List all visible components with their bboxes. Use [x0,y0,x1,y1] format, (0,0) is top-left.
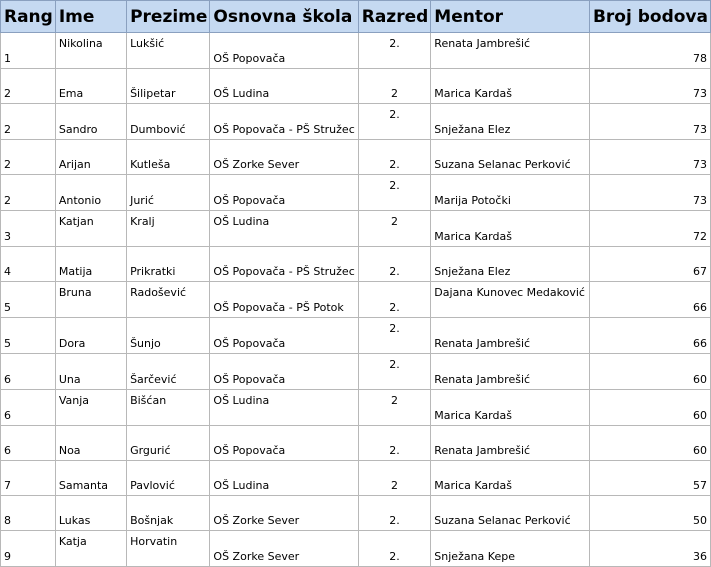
prezime-cell: Kralj [127,211,210,247]
ime-cell: Ema [55,69,126,104]
prezime-cell: Kutleša [127,140,210,175]
mentor-cell: Marica Kardaš [431,211,590,247]
bodovi-cell: 50 [589,496,710,531]
header-razred: Razred [358,1,431,33]
razred-cell: 2. [358,175,431,211]
ime-cell: Dora [55,318,126,354]
mentor-cell: Renata Jambrešić [431,426,590,461]
skola-cell: OŠ Zorke Sever [210,531,358,567]
bodovi-cell: 72 [589,211,710,247]
prezime-cell: Grgurić [127,426,210,461]
prezime-cell: Horvatin [127,531,210,567]
razred-cell: 2. [358,140,431,175]
ime-cell: Vanja [55,390,126,426]
rang-cell: 2 [1,104,56,140]
header-mentor: Mentor [431,1,590,33]
prezime-cell: Lukšić [127,33,210,69]
table-row [1,33,711,69]
table-row [1,282,711,318]
table-row [1,175,711,211]
ime-cell: Samanta [55,461,126,496]
table-row [1,354,711,390]
rang-cell: 2 [1,140,56,175]
skola-cell: OŠ Ludina [210,69,358,104]
bodovi-cell: 60 [589,354,710,390]
ime-cell: Katjan [55,211,126,247]
skola-cell: OŠ Ludina [210,211,358,247]
skola-cell: OŠ Zorke Sever [210,496,358,531]
razred-cell: 2. [358,104,431,140]
bodovi-cell: 60 [589,390,710,426]
table-row [1,318,711,354]
header-row [1,1,711,33]
rang-cell: 8 [1,496,56,531]
table-row [1,426,711,461]
mentor-cell: Marica Kardaš [431,390,590,426]
header-ime: Ime [55,1,126,33]
skola-cell: OŠ Popovača [210,175,358,211]
ime-cell: Matija [55,247,126,282]
prezime-cell: Pavlović [127,461,210,496]
mentor-cell: Snježana Elez [431,104,590,140]
razred-cell: 2. [358,318,431,354]
prezime-cell: Dumbović [127,104,210,140]
table-row [1,531,711,567]
prezime-cell: Bišćan [127,390,210,426]
prezime-cell: Prikratki [127,247,210,282]
prezime-cell: Bošnjak [127,496,210,531]
mentor-cell: Marica Kardaš [431,461,590,496]
ime-cell: Bruna [55,282,126,318]
table-row [1,140,711,175]
bodovi-cell: 78 [589,33,710,69]
rang-cell: 2 [1,69,56,104]
razred-cell: 2 [358,69,431,104]
bodovi-cell: 73 [589,69,710,104]
mentor-cell: Renata Jambrešić [431,318,590,354]
razred-cell: 2. [358,354,431,390]
ime-cell: Una [55,354,126,390]
skola-cell: OŠ Popovača [210,33,358,69]
rang-cell: 1 [1,33,56,69]
bodovi-cell: 66 [589,318,710,354]
razred-cell: 2. [358,282,431,318]
skola-cell: OŠ Zorke Sever [210,140,358,175]
rang-cell: 6 [1,354,56,390]
prezime-cell: Šunjo [127,318,210,354]
ime-cell: Katja [55,531,126,567]
bodovi-cell: 66 [589,282,710,318]
rang-cell: 7 [1,461,56,496]
rang-cell: 6 [1,390,56,426]
skola-cell: OŠ Popovača - PŠ Stružec [210,247,358,282]
mentor-cell: Suzana Selanac Perković [431,496,590,531]
bodovi-cell: 57 [589,461,710,496]
skola-cell: OŠ Popovača [210,354,358,390]
prezime-cell: Radošević [127,282,210,318]
table-row [1,390,711,426]
skola-cell: OŠ Popovača - PŠ Stružec [210,104,358,140]
table-row [1,247,711,282]
razred-cell: 2. [358,496,431,531]
mentor-cell: Snježana Elez [431,247,590,282]
skola-cell: OŠ Popovača [210,426,358,461]
rang-cell: 3 [1,211,56,247]
razred-cell: 2 [358,211,431,247]
razred-cell: 2 [358,390,431,426]
ime-cell: Lukas [55,496,126,531]
table-row [1,211,711,247]
mentor-cell: Marija Potočki [431,175,590,211]
rang-cell: 9 [1,531,56,567]
mentor-cell: Renata Jambrešić [431,354,590,390]
ime-cell: Nikolina [55,33,126,69]
rang-cell: 5 [1,282,56,318]
mentor-cell: Dajana Kunovec Medaković [431,282,590,318]
skola-cell: OŠ Ludina [210,461,358,496]
table-header [1,1,711,33]
prezime-cell: Šilipetar [127,69,210,104]
razred-cell: 2. [358,247,431,282]
table-body [1,33,711,567]
skola-cell: OŠ Popovača [210,318,358,354]
prezime-cell: Jurić [127,175,210,211]
ime-cell: Arijan [55,140,126,175]
header-broj-bodova: Broj bodova [589,1,710,33]
bodovi-cell: 36 [589,531,710,567]
bodovi-cell: 60 [589,426,710,461]
skola-cell: OŠ Ludina [210,390,358,426]
ime-cell: Antonio [55,175,126,211]
razred-cell: 2. [358,426,431,461]
bodovi-cell: 67 [589,247,710,282]
table-row [1,69,711,104]
razred-cell: 2. [358,531,431,567]
ime-cell: Noa [55,426,126,461]
header-osnovna-skola: Osnovna škola [210,1,358,33]
mentor-cell: Renata Jambrešić [431,33,590,69]
skola-cell: OŠ Popovača - PŠ Potok [210,282,358,318]
table-row [1,104,711,140]
rang-cell: 2 [1,175,56,211]
bodovi-cell: 73 [589,140,710,175]
header-prezime: Prezime [127,1,210,33]
mentor-cell: Snježana Kepe [431,531,590,567]
header-rang: Rang [1,1,56,33]
rang-cell: 6 [1,426,56,461]
rang-cell: 4 [1,247,56,282]
ime-cell: Sandro [55,104,126,140]
table-row [1,461,711,496]
bodovi-cell: 73 [589,175,710,211]
mentor-cell: Suzana Selanac Perković [431,140,590,175]
bodovi-cell: 73 [589,104,710,140]
prezime-cell: Šarčević [127,354,210,390]
razred-cell: 2 [358,461,431,496]
table-row [1,496,711,531]
razred-cell: 2. [358,33,431,69]
rang-cell: 5 [1,318,56,354]
mentor-cell: Marica Kardaš [431,69,590,104]
